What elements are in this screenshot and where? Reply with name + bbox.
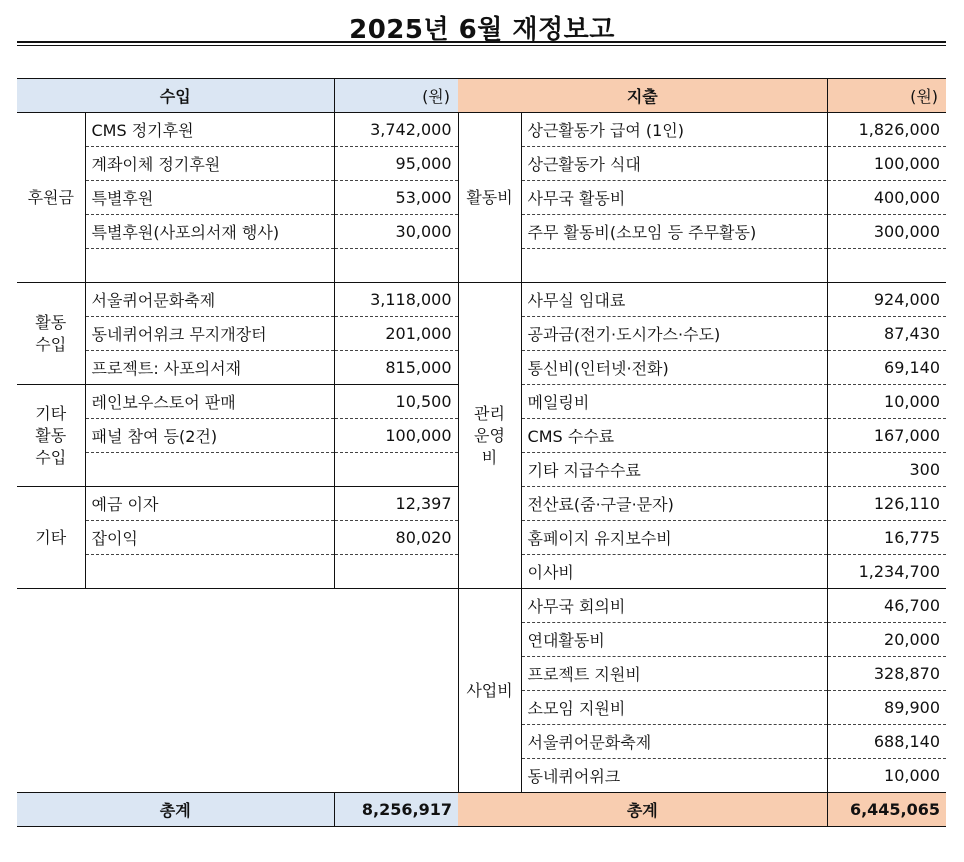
income-item-name: 특별후원(사포의서재 행사) [85,215,334,249]
title-underline [17,41,946,43]
expense-category-label: 사업비 [466,680,513,700]
expense-item-name: 통신비(인터넷·전화) [521,351,827,385]
expense-item-amount: 69,140 [827,351,946,385]
page-title: 2025년 6월 재정보고 [349,15,615,45]
income-item-name: 레인보우스토어 판매 [85,385,334,419]
expense-item-amount: 46,700 [827,589,946,623]
income-item-amount: 3,118,000 [334,283,458,317]
income-item-amount: 30,000 [334,215,458,249]
expense-item-name: 전산료(줌·구글·문자) [521,487,827,521]
income-item-amount: 815,000 [334,351,458,385]
expense-item-amount: 87,430 [827,317,946,351]
income-item-name: 패널 참여 등(2건) [85,419,334,453]
expense-item-amount: 300 [827,453,946,487]
expense-item-name: 연대활동비 [521,623,827,657]
expense-item-amount: 100,000 [827,147,946,181]
income-category [17,113,85,283]
table-row [17,589,946,623]
income-blank-cell [334,453,458,487]
total-row [17,793,946,827]
expense-item-name: 상근활동가 급여 (1인) [521,113,827,147]
expense-item-amount: 126,110 [827,487,946,521]
expense-item-name: 사무실 임대료 [521,283,827,317]
income-item-amount: 201,000 [334,317,458,351]
income-item-name: 특별후원 [85,181,334,215]
expense-category-label: 관리 운영 비 [474,403,505,467]
expense-category [458,283,521,589]
expense-item-amount: 1,826,000 [827,113,946,147]
income-unit: (원) [334,79,458,113]
income-item-amount: 53,000 [334,181,458,215]
income-blank-cell [334,555,458,589]
expense-item-name: 동네퀴어위크 [521,759,827,793]
expense-item-name: 사무국 회의비 [521,589,827,623]
income-item-amount: 95,000 [334,147,458,181]
expense-item-amount [827,249,946,283]
expense-item-amount: 89,900 [827,691,946,725]
expense-item-amount: 328,870 [827,657,946,691]
expense-item-name: CMS 수수료 [521,419,827,453]
expense-category [458,113,521,283]
income-total-value: 8,256,917 [334,793,458,827]
expense-item-name: 기타 지급수수료 [521,453,827,487]
expense-item-amount: 10,000 [827,759,946,793]
expense-item-amount: 167,000 [827,419,946,453]
expense-item-name: 공과금(전기·도시가스·수도) [521,317,827,351]
expense-item-name: 상근활동가 식대 [521,147,827,181]
expense-item-amount: 400,000 [827,181,946,215]
income-item-amount: 12,397 [334,487,458,521]
income-item-amount: 100,000 [334,419,458,453]
income-item-amount: 80,020 [334,521,458,555]
expense-category [458,589,521,793]
expense-item-name: 프로젝트 지원비 [521,657,827,691]
expense-item-amount: 1,234,700 [827,555,946,589]
income-item-amount: 10,500 [334,385,458,419]
income-category [17,283,85,385]
income-item-name: CMS 정기후원 [85,113,334,147]
income-item-name: 프로젝트: 사포의서재 [85,351,334,385]
expense-item-amount: 20,000 [827,623,946,657]
expense-item-amount: 16,775 [827,521,946,555]
income-item-name: 서울퀴어문화축제 [85,283,334,317]
income-item-name: 동네퀴어위크 무지개장터 [85,317,334,351]
income-category-label: 후원금 [27,187,74,207]
expense-header: 지출 [458,79,827,113]
expense-item-name: 이사비 [521,555,827,589]
title-underline-thin [17,45,946,46]
income-category-label: 기타 활동 수입 [35,403,67,467]
income-blank-cell [85,249,334,283]
income-item-amount: 3,742,000 [334,113,458,147]
table-row [17,113,946,147]
table-header-row [17,79,946,113]
expense-item-amount: 300,000 [827,215,946,249]
income-blank-cell [85,453,334,487]
expense-unit: (원) [827,79,946,113]
income-item-name: 계좌이체 정기후원 [85,147,334,181]
expense-item-amount: 924,000 [827,283,946,317]
expense-total-value: 6,445,065 [827,793,946,827]
expense-item-name: 주무 활동비(소모임 등 주무활동) [521,215,827,249]
expense-item-name: 사무국 활동비 [521,181,827,215]
expense-item-amount: 10,000 [827,385,946,419]
income-empty-area [17,589,458,793]
finance-table [17,78,946,827]
expense-item-name: 홈페이지 유지보수비 [521,521,827,555]
income-blank-cell [334,249,458,283]
income-item-name: 예금 이자 [85,487,334,521]
expense-item-name: 서울퀴어문화축제 [521,725,827,759]
income-blank-cell [85,555,334,589]
income-total-label: 총계 [17,793,334,827]
expense-category-label: 활동비 [466,187,513,207]
expense-item-amount: 688,140 [827,725,946,759]
income-header: 수입 [17,79,334,113]
expense-item-name: 메일링비 [521,385,827,419]
expense-item-name: 소모임 지원비 [521,691,827,725]
income-item-name: 잡이익 [85,521,334,555]
table-row [17,283,946,317]
income-category-label: 활동 수입 [35,312,67,354]
expense-item-name [521,249,827,283]
expense-total-label: 총계 [458,793,827,827]
income-category [17,487,85,589]
income-category [17,385,85,487]
income-category-label: 기타 [35,527,67,547]
